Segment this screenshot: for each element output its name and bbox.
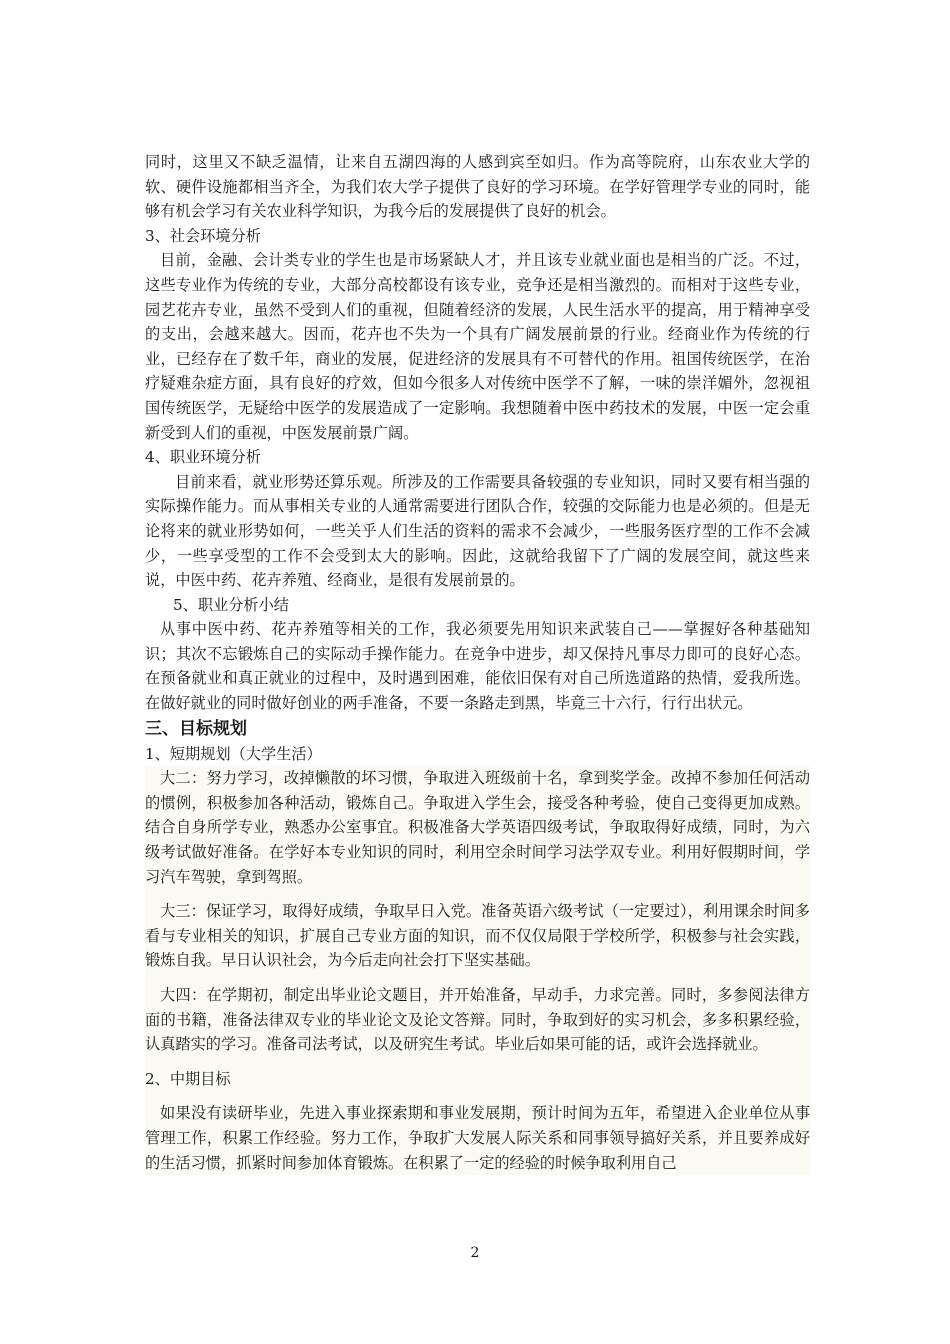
paragraph-career-environment: 目前来看，就业形势还算乐观。所涉及的工作需要具备较强的专业知识，同时又要有相当强的实际操作能力。而从事相关专业的人通常需要进行团队合作，较强的交际能力也是必须的。但是无论将来的就业形势如何，一些关乎人们生活的资料的需求不会减少，一些服务医疗型的工作不会减少，一些享受型的工作不会受到太大的影响。因此，这就给我留下了广阔的发展空间，就这些来说，中医中药、花卉养殖、经商业，是很有发展前景的。 [145, 472, 810, 590]
paragraph-campus: 同时，这里又不缺乏温情，让来自五湖四海的人感到宾至如归。作为高等院府，山东农业大学的软、硬件设施都相当齐全，为我们农大学子提供了良好的学习环境。在学好管理学专业的同时，能够有机会学习有关农业科学知识，为我今后的发展提供了良好的机会。 [145, 153, 810, 221]
subheading-career-summary: 5、职业分析小结 [173, 595, 289, 614]
document-body [145, 150, 810, 1175]
paragraph-mid-term: 如果没有读研毕业，先进入事业探索期和事业发展期，预计时间为五年，希望进入企业单位从事管理工作，积累工作经验。努力工作，争取扩大发展人际关系和同事领导搞好关系，并且要养成好的生活习惯，抓紧时间参加体育锻炼。在积累了一定的经验的时候争取利用自己 [145, 1104, 810, 1172]
subheading-mid-term: 2、中期目标 [145, 1069, 231, 1088]
paragraph-junior: 大三：保证学习，取得好成绩，争取早日入党。准备英语六级考试（一定要过），利用课余时间多看与专业相关的知识，扩展自己专业方面的知识，而不仅仅局限于学校所学，积极参与社会实践，锻炼自我。早日认识社会，为今后走向社会打下坚实基础。 [145, 902, 810, 970]
paragraph-career-summary: 从事中医中药、花卉养殖等相关的工作，我必须要先用知识来武装自己——掌握好各种基础知识；其次不忘锻炼自己的实际动手操作能力。在竞争中进步，却又保持凡事尽力即可的良好心态。在预备就业和真正就业的过程中，及时遇到困难，能依旧保有对自己所选道路的热情，爱我所选。在做好就业的同时做好创业的两手准备，不要一条路走到黑，毕竟三十六行，行行出状元。 [145, 620, 810, 713]
shaded-plan-block [145, 766, 810, 1175]
paragraph-senior: 大四：在学期初，制定出毕业论文题目，并开始准备，早动手，力求完善。同时，多参阅法律方面的书籍，准备法律双专业的毕业论文及论文答辩。同时，争取到好的实习机会，多多积累经验，认真踏实的学习。准备司法考试，以及研究生考试。毕业后如果可能的话，或许会选择就业。 [145, 986, 810, 1054]
subheading-social-environment: 3、社会环境分析 [145, 226, 261, 245]
subheading-career-environment: 4、职业环境分析 [145, 448, 261, 467]
page-number: 2 [470, 1245, 480, 1261]
section-heading-goal-planning: 三、目标规划 [145, 718, 247, 739]
paragraph-social-environment: 目前，金融、会计类专业的学生也是市场紧缺人才，并且该专业就业面也是相当的广泛。不过，这些专业作为传统的专业，大部分高校都设有该专业，竞争还是相当激烈的。而相对于这些专业，园艺花卉专业，虽然不受到人们的重视，但随着经济的发展，人民生活水平的提高，用于精神享受的支出，会越来越大。因而，花卉也不失为一个具有广阔发展前景的行业。经商业作为传统的行业，已经存在了数千年，商业的发展，促进经济的发展具有不可替代的作用。祖国传统医学，在治疗疑难杂症方面，具有良好的疗效，但如今很多人对传统中医学不了解，一味的崇洋媚外，忽视祖国传统医学，无疑给中医学的发展造成了一定影响。我想随着中医中药技术的发展，中医一定会重新受到人们的重视，中医发展前景广阔。 [145, 251, 810, 442]
subheading-short-term: 1、短期规划（大学生活） [145, 744, 322, 763]
paragraph-sophomore: 大二：努力学习，改掉懒散的坏习惯，争取进入班级前十名，拿到奖学金。改掉不参加任何活动的惯例，积极参加各种活动，锻炼自己。争取进入学生会，接受各种考验，使自己变得更加成熟。结合自身所学专业，熟悉办公室事宜。积极准备大学英语四级考试，争取取得好成绩，同时，为六级考试做好准备。在学好本专业知识的同时，利用空余时间学习法学双专业。利用好假期时间，学习汽车驾驶，拿到驾照。 [145, 769, 810, 886]
